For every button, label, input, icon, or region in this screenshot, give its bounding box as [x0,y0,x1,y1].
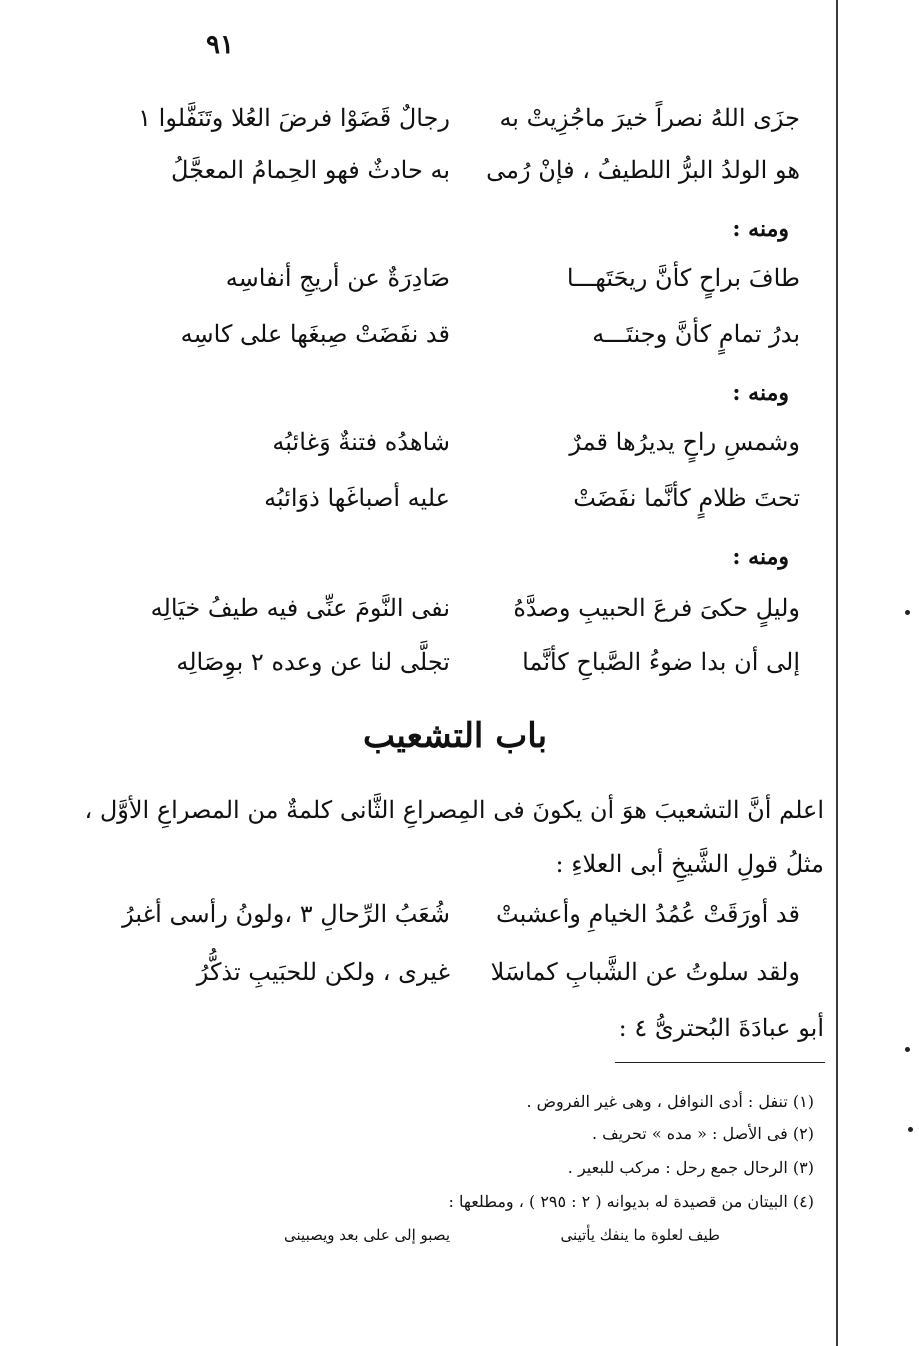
verse-first-hemistich: إلى أن بدا ضوءُ الصَّباحِ كأنَّما [522,648,800,676]
verse-first-hemistich: ولقد سلوتُ عن الشَّبابِ كماسَلا [490,958,800,986]
verse-first-hemistich: تحتَ ظلامٍ كأنَّما نفَضَتْ [573,484,800,512]
verse-second-hemistich: شُعَبُ الرِّحالِ ٣ ،ولونُ رأسى أغبرُ [122,900,450,928]
footnote: (٢) فى الأصل : « مده » تحريف . [591,1124,814,1143]
verse-first-hemistich: طيف لعلوة ما ينفك يأتينى [560,1226,720,1244]
intro-label: ومنه : [732,544,789,570]
margin-mark [905,1047,910,1052]
page-number: ٩١ [206,30,234,60]
verse-line [150,428,800,478]
verse-second-hemistich: نفى النَّومَ عنِّى فيه طيفُ خيَالِه [150,594,450,622]
verse-line [150,958,800,1008]
verse-line [122,900,800,950]
footnote: (٤) البيتان من قصيدة له بديوانه ( ٢ : ٢٩٥ ) ، ومطلعها : [448,1192,814,1211]
verse-second-hemistich: قد نفَضَتْ صِبغَها على كاسِه [180,320,450,348]
verse-second-hemistich: غيرى ، ولكن للحبَيبِ تذكُّرُ [196,958,450,986]
body-paragraph: أبو عبادَةَ البُحترىُّ ٤ : [618,1014,824,1042]
verse-first-hemistich: وشمسِ راحٍ يديرُها قمرٌ [569,428,800,456]
verse-first-hemistich: هو الولدُ البرُّ اللطيفُ ، فإنْ رُمى [486,156,800,184]
verse-first-hemistich: طافَ براحٍ كأنَّ ريحَتَهـــا [566,264,800,292]
verse-second-hemistich: به حادثٌ فهو الحِمامُ المعجَّلُ [170,156,450,184]
intro-label: ومنه : [732,380,789,406]
verse-line [150,648,800,698]
verse-line [150,264,800,314]
verse-second-hemistich: تجلَّى لنا عن وعده ٢ بوِصَالِه [176,648,450,676]
verse-second-hemistich: عليه أصباغَها ذوَائبُه [264,484,450,512]
body-paragraph: اعلم أنَّ التشعيبَ هوَ أن يكونَ فى المِصراعِ الثَّانى كلمةٌ من المصراعِ الأوَّل ، [84,796,824,824]
verse-second-hemistich: شاهدُه فتنةٌ وَغائبُه [272,428,450,456]
margin-mark [908,1127,913,1132]
verse-first-hemistich: بدرُ تمامٍ كأنَّ وجنتَـــه [592,320,800,348]
footnote-divider [615,1062,825,1063]
footnote: (١) تنفل : أدى النوافل ، وهى غير الفروض . [526,1092,814,1111]
verse-second-hemistich: رجالٌ قَضَوْا فرضَ العُلا وتَنَفَّلوا ١ [138,104,450,132]
verse-line [150,484,800,534]
section-title: باب التشعيب [362,716,548,756]
verse-line [150,320,800,370]
verse-line [138,104,800,154]
margin-mark [905,610,910,615]
verse-first-hemistich: جزَى اللهُ نصراً خيرَ ماجُزِيتْ به [499,104,800,132]
page-edge-line [836,0,838,1346]
verse-second-hemistich: يصبو إلى على بعد ويصبينى [284,1226,450,1244]
verse-first-hemistich: وليلٍ حكىَ فرعَ الحبيبِ وصدَّهُ [513,594,800,622]
intro-label: ومنه : [732,216,789,242]
body-paragraph: مثلُ قولِ الشَّيخِ أبى العلاءِ : [555,850,824,878]
verse-first-hemistich: قد أورَقَتْ عُمُدُ الخيامِ وأعشبتْ [496,900,800,928]
verse-line [150,594,800,644]
verse-line [150,156,800,206]
footnote: (٣) الرحال جمع رحل : مركب للبعير . [567,1158,814,1177]
verse-second-hemistich: صَادِرَةٌ عن أريجِ أنفاسِه [225,264,450,292]
